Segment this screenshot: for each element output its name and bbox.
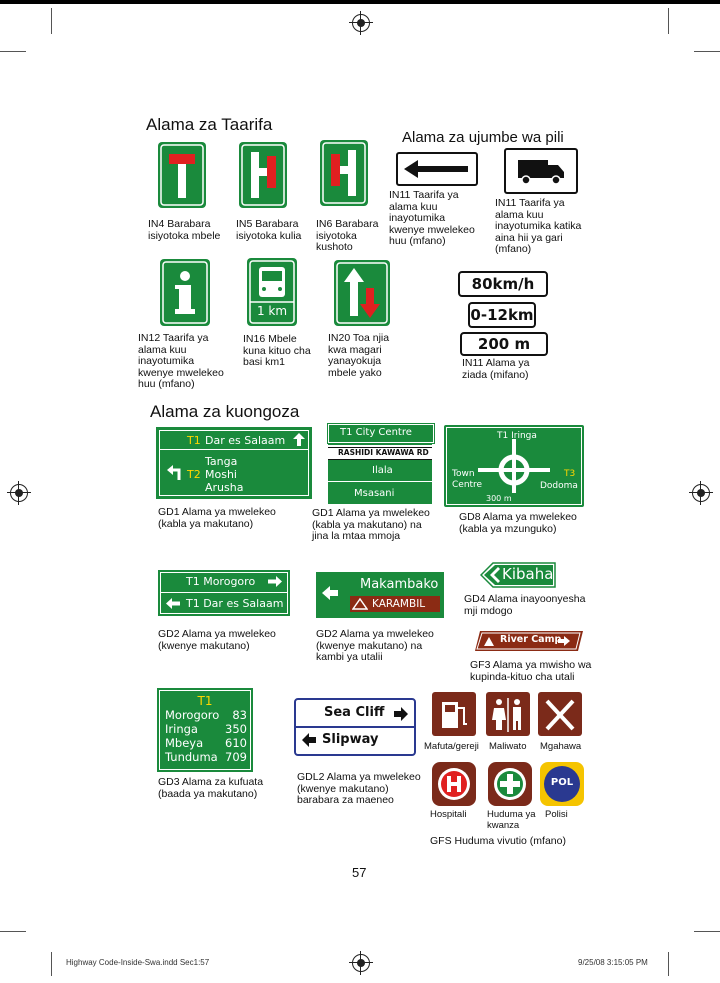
caption-gd1-a: GD1 Alama ya mwelekeo (kabla ya makutano) (158, 506, 276, 530)
caption-in11-supplementary: IN11 Alama ya ziada (mifano) (462, 357, 530, 381)
gd1-a-place-1: Tanga (205, 455, 238, 468)
caption-gd1-b: GD1 Alama ya mwelekeo (kabla ya makutano) na jina la mtaa mmoja (312, 507, 430, 542)
gd3-destination: Mbeya (165, 736, 204, 750)
caption-gd3: GD3 Alama za kufuata (baada ya makutano) (158, 776, 264, 800)
gd2-a-bottom: T1 Dar es Salaam (186, 597, 284, 610)
gd3-distance: 83 (232, 708, 247, 722)
sign-gdl2 (294, 698, 416, 756)
gd1-a-place-3: Arusha (205, 481, 244, 494)
crop-mark (694, 931, 720, 932)
sign-in16 (247, 258, 297, 326)
footer-file: Highway Code-Inside-Swa.indd Sec1:57 (66, 958, 210, 967)
heading-guide-signs: Alama za kuongoza (150, 402, 300, 421)
gd3-distance: 350 (225, 722, 247, 736)
caption-gd2-b: GD2 Alama ya mwelekeo (kwenye makutano) na kambi ya utalii (316, 628, 434, 663)
restaurant-icon (538, 692, 582, 736)
gd8-right: Dodoma (540, 481, 578, 491)
gd1-a-top-place: Dar es Salaam (205, 434, 286, 447)
gdl2-bottom: Slipway (322, 732, 379, 747)
gd1-a-place-2: Moshi (205, 468, 237, 481)
gd8-right-code: T3 (564, 469, 576, 479)
sign-gd1-b (328, 424, 432, 504)
gd1-a-code-2: T2 (187, 468, 201, 481)
gd3-distance: 709 (225, 750, 247, 764)
caption-gfs: GFS Huduma vivutio (mfano) (430, 835, 566, 847)
sign-gf3 (474, 630, 584, 652)
crop-mark (668, 952, 669, 976)
registration-mark (352, 954, 370, 972)
crop-mark (51, 952, 52, 976)
sign-gd1-a (156, 427, 312, 499)
gd3-code: T1 (197, 694, 213, 708)
toilets-label: Maliwato (489, 741, 527, 752)
plate-meters: 200 m (460, 332, 548, 356)
bus-distance: 1 km (256, 304, 288, 318)
first-aid-icon (488, 762, 532, 806)
gd1-b-top: T1 City Centre (340, 427, 412, 438)
caption-gd4: GD4 Alama inayoonyesha mji mdogo (464, 593, 586, 617)
registration-mark (352, 14, 370, 32)
registration-mark (692, 484, 710, 502)
plate-distance: 0-12km (468, 302, 536, 328)
caption-in12: IN12 Taarifa ya alama kuu inayotumika kwenye mwelekeo huu (mfano) (138, 332, 224, 390)
gdl2-top: Sea Cliff (324, 705, 385, 720)
sign-in6 (320, 140, 368, 206)
sign-in4 (158, 142, 206, 208)
footer-date: 9/25/08 3:15:05 PM (578, 958, 648, 967)
fuel-icon (432, 692, 476, 736)
gf3-label: River Camp (500, 634, 562, 645)
police-text: POL (550, 777, 574, 788)
first-aid-label: Huduma ya kwanza (487, 809, 536, 831)
gd3-destination: Iringa (165, 722, 198, 736)
caption-gd8: GD8 Alama ya mwelekeo (kabla ya mzunguko) (459, 511, 577, 535)
sign-gd3 (157, 688, 253, 772)
heading-info-signs: Alama za Taarifa (146, 115, 273, 134)
caption-gdl2: GDL2 Alama ya mwelekeo (kwenye makutano) barabara za maeneo (297, 771, 421, 806)
caption-gd2-a: GD2 Alama ya mwelekeo (kwenye makutano) (158, 628, 276, 652)
gd3-row (165, 708, 247, 722)
gd1-b-bottom: Msasani (354, 488, 395, 499)
page-number: 57 (352, 865, 367, 880)
gd8-left-1: Town (452, 469, 475, 479)
gd3-row (165, 750, 247, 764)
gd4-place: Kibaha (502, 565, 554, 583)
gd2-b-camp: KARAMBIL (372, 598, 426, 610)
caption-gf3: GF3 Alama ya mwisho wa kupinda-kituo cha utali (470, 659, 592, 683)
gd2-b-top: Makambako (360, 577, 439, 592)
crop-mark (694, 51, 720, 52)
sign-in11-truck (504, 148, 578, 194)
gd3-row (165, 736, 247, 750)
sign-gd2-a (158, 570, 290, 616)
gd1-b-mid: Ilala (372, 465, 393, 476)
sign-gd2-b (316, 572, 444, 618)
sign-in20 (334, 260, 390, 326)
gd3-destination: Tunduma (165, 750, 218, 764)
gd3-destination: Morogoro (165, 708, 220, 722)
caption-in4: IN4 Barabara isiyotoka mbele (148, 218, 221, 242)
caption-in11-direction: IN11 Taarifa ya alama kuu inayotumika kwenye mwelekeo huu (mfano) (389, 189, 475, 247)
sign-in5 (239, 142, 287, 208)
sign-gd4 (480, 562, 556, 588)
registration-mark (10, 484, 28, 502)
hospital-label: Hospitali (430, 809, 467, 820)
gd3-distance: 610 (225, 736, 247, 750)
top-bar (0, 0, 720, 4)
gd8-left-2: Centre (452, 480, 483, 490)
caption-in16: IN16 Mbele kuna kituo cha basi km1 (243, 333, 311, 368)
hospital-icon (432, 762, 476, 806)
crop-mark (668, 8, 669, 34)
gd2-a-top: T1 Morogoro (186, 575, 256, 588)
plate-speed: 80km/h (458, 271, 548, 297)
sign-in11-arrow (396, 152, 478, 186)
gd1-a-code: T1 (187, 434, 201, 447)
fuel-label: Mafuta/gereji (424, 741, 479, 752)
restaurant-label: Mgahawa (540, 741, 582, 752)
sign-in12 (160, 259, 210, 326)
crop-mark (51, 8, 52, 34)
gd3-row (165, 722, 247, 736)
gd8-top: T1 Iringa (497, 431, 537, 441)
heading-secondary-signs: Alama za ujumbe wa pili (402, 129, 564, 146)
caption-in5: IN5 Barabara isiyotoka kulia (236, 218, 302, 242)
caption-in20: IN20 Toa njia kwa magari yanayokuja mbele yako (328, 332, 390, 379)
toilets-icon (486, 692, 530, 736)
gd3-rows (165, 708, 247, 764)
gd1-b-street: RASHIDI KAWAWA RD (338, 448, 429, 457)
caption-in6: IN6 Barabara isiyotoka kushoto (316, 218, 379, 253)
crop-mark (0, 51, 26, 52)
police-label: Polisi (545, 809, 568, 820)
caption-in11-vehicle: IN11 Taarifa ya alama kuu inayotumika katika aina hii ya gari (mfano) (495, 197, 582, 255)
sign-gd8 (444, 425, 584, 507)
gd8-dist: 300 m (486, 494, 512, 503)
crop-mark (0, 931, 26, 932)
police-icon (540, 762, 584, 806)
